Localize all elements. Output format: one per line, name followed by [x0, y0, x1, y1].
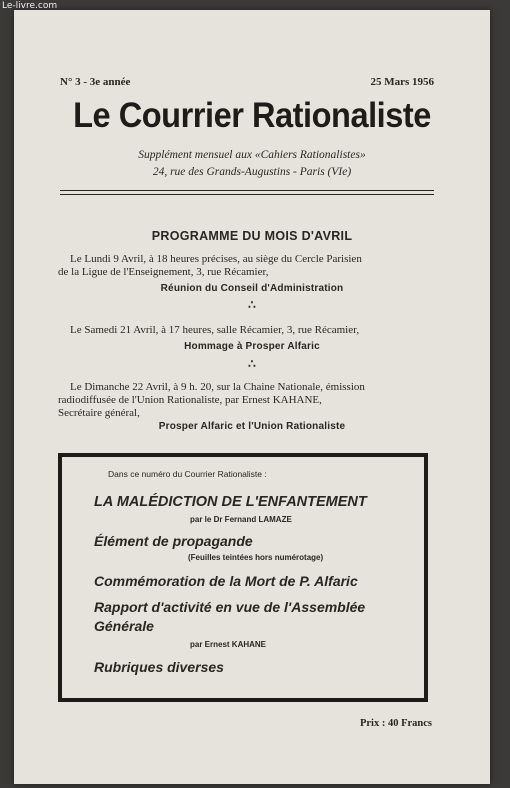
issue-date: 25 Mars 1956	[370, 76, 434, 88]
separator-2: ∴	[248, 357, 256, 371]
event-3-line-1: Le Dimanche 22 Avril, à 9 h. 20, sur la Chaine Nationale, émission	[70, 381, 365, 393]
contents-item-2-byline: (Feuilles teintées hors numérotage)	[188, 553, 324, 562]
contents-item-4-byline: par Ernest KAHANE	[190, 640, 267, 649]
price: Prix : 40 Francs	[359, 718, 432, 729]
masthead-title: Le Courrier Rationaliste	[73, 96, 431, 135]
subtitle-line-1: Supplément mensuel aux «Cahiers Rationalistes»	[138, 149, 366, 161]
event-3-description	[58, 381, 438, 420]
header-rule-top	[60, 190, 434, 191]
event-3-line-3: Secrétaire général,	[58, 407, 140, 419]
event-1-line-2: de la Ligue de l'Enseignement, 3, rue Récamier,	[58, 266, 269, 278]
document-page	[14, 10, 490, 784]
event-1-line-1: Le Lundi 9 Avril, à 18 heures précises, au siège du Cercle Parisien	[70, 253, 362, 265]
contents-item-3: Commémoration de la Mort de P. Alfaric	[94, 573, 358, 589]
contents-item-5: Rubriques diverses	[94, 659, 224, 675]
event-2-description	[58, 324, 438, 337]
event-2-line-1: Le Samedi 21 Avril, à 17 heures, salle Récamier, 3, rue Récamier,	[70, 324, 360, 336]
contents-box	[58, 453, 428, 702]
contents-intro: Dans ce numéro du Courrier Rationaliste :	[108, 469, 267, 479]
contents-item-4-line-2: Générale	[94, 618, 154, 634]
separator-1: ∴	[248, 298, 256, 312]
contents-item-2: Élément de propagande	[94, 533, 253, 549]
contents-item-1-byline: par le Dr Fernand LAMAZE	[190, 515, 292, 524]
programme-title: PROGRAMME DU MOIS D'AVRIL	[151, 229, 353, 243]
event-1-description	[58, 253, 438, 279]
contents-item-1: LA MALÉDICTION DE L'ENFANTEMENT	[94, 494, 367, 510]
issue-number: N° 3 - 3e année	[60, 76, 131, 88]
event-1-title: Réunion du Conseil d'Administration	[160, 283, 344, 294]
contents-item-4: Rapport d'activité en vue de l'Assemblée	[94, 599, 366, 615]
header-rule-bottom	[60, 194, 434, 195]
event-3-line-2: radiodiffusée de l'Union Rationaliste, par Ernest KAHANE,	[58, 394, 322, 406]
subtitle-line-2: 24, rue des Grands-Augustins - Paris (VIe)	[152, 166, 352, 178]
event-2-title: Hommage à Prosper Alfaric	[184, 341, 320, 352]
watermark: Le-livre.com	[2, 1, 58, 11]
event-3-title: Prosper Alfaric et l'Union Rationaliste	[158, 421, 346, 432]
